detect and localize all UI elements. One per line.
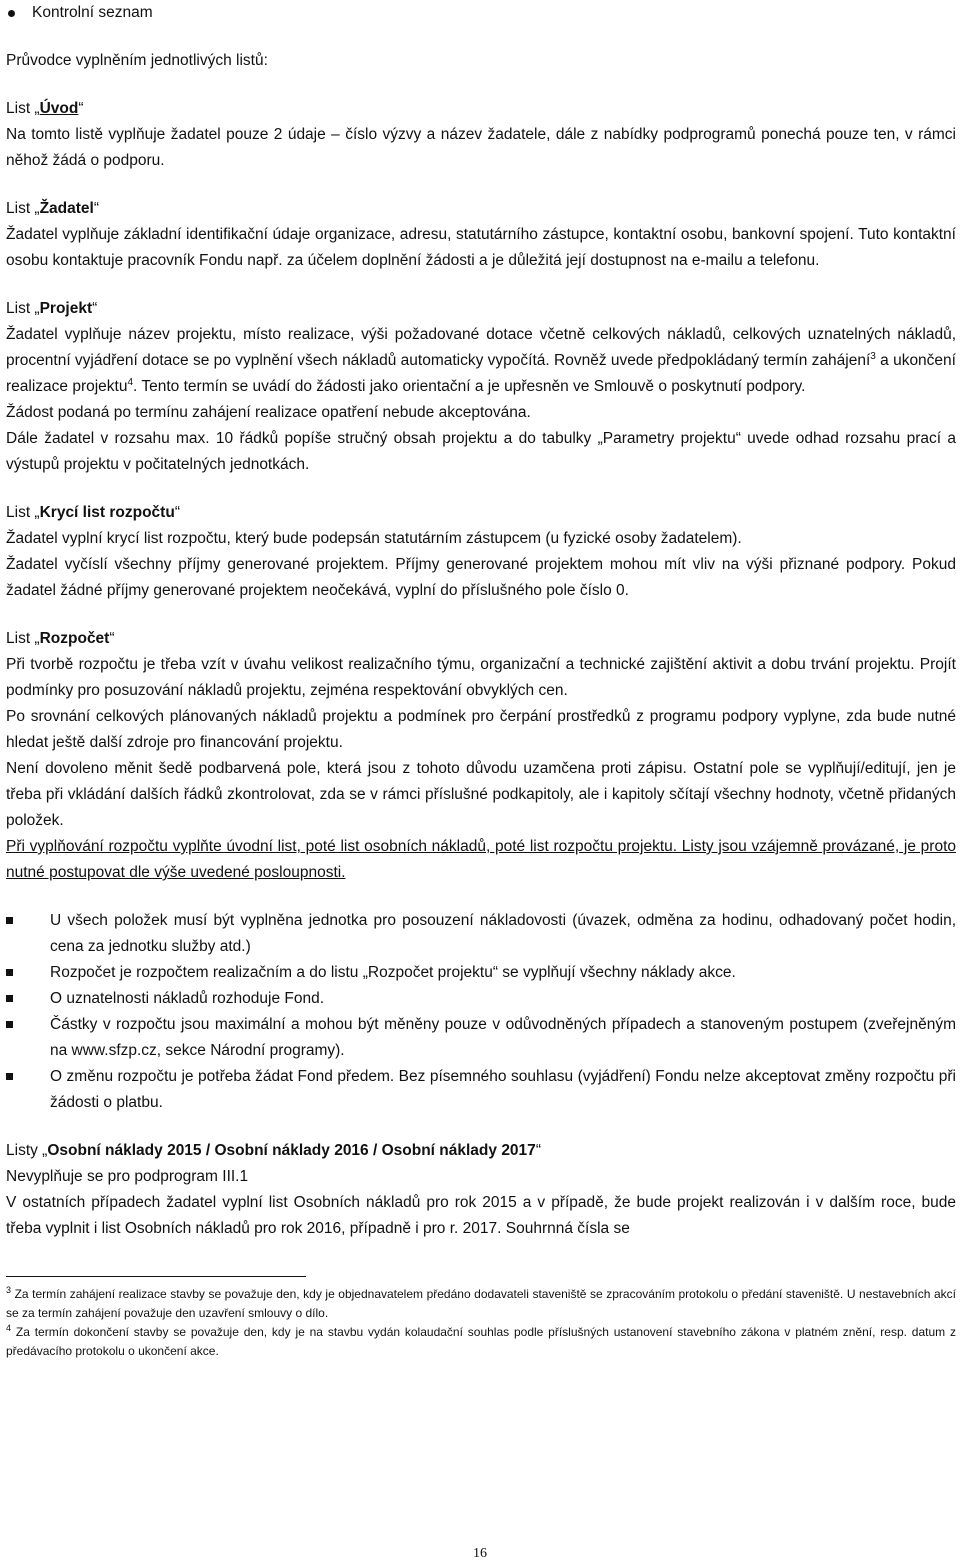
square-bullet-icon [6,995,13,1002]
square-bullet-icon [6,1073,13,1080]
projekt-text-2: Žádost podaná po termínu zahájení realizace opatření nebude akceptována. [6,404,531,421]
heading-rozpocet: List „Rozpočet“ [6,630,115,647]
uvod-text: Na tomto listě vyplňuje žadatel pouze 2 údaje – číslo výzvy a název žadatele, dále z nabídky podprogramů ponechá pouze ten, v rámci něhož žádá o podporu. [6,126,956,169]
list-item: U všech položek musí být vyplněna jednotka pro posouzení nákladovosti (úvazek, odměna za hodinu, odhadovaný počet hodin, cena za jednotku služby atd.) [6,908,956,960]
list-item: O uznatelnosti nákladů rozhoduje Fond. [6,986,956,1012]
osobni-text-1: Nevyplňuje se pro podprogram III.1 [6,1168,249,1185]
heading-projekt: List „Projekt“ [6,300,98,317]
list-item: Rozpočet je rozpočtem realizačním a do listu „Rozpočet projektu“ se vyplňují všechny náklady akce. [6,960,956,986]
projekt-text-3: Dále žadatel v rozsahu max. 10 řádků popíše stručný obsah projektu a do tabulky „Parametry projektu“ uvede odhad rozsahu prací a výstupů projektu v počitatelných jednotkách. [6,430,956,473]
osobni-text-2: V ostatních případech žadatel vyplní list Osobních nákladů pro rok 2015 a v případě, že bude projekt realizován i v dalším roce, bude třeba vyplnit i list Osobních nákladů pro rok 2016, případně i pro r. 2017. Souhrnná čísla se [6,1194,956,1237]
footnote-4: $^4$ Za termín dokončení stavby se považuje den, kdy je na stavbu vydán kolaudační souhlas podle příslušných ustanovení stavebního zákona v platném znění, resp. datum z předávacího protokolu o ukončení akce. [6,1323,957,1358]
square-bullet-icon [6,917,13,924]
heading-osobni-naklady: Listy „Osobní náklady 2015 / Osobní náklady 2016 / Osobní náklady 2017“ [6,1142,541,1159]
footnote-3: $^3$ Za termín zahájení realizace stavby se považuje den, kdy je objednavatelem předáno dodavateli staveniště se zpracováním protokolu o předání staveniště. U nestavebních akcí se za termín zahájení považuje den uzavření smlouvy o dílo. [6,1285,956,1320]
square-bullet-icon [6,1021,13,1028]
rozpocet-text-3: Není dovoleno měnit šedě podbarvená pole, která jsou z tohoto důvodu uzamčena proti zápisu. Ostatní pole se vyplňují/editují, jen je třeba při vkládání dalších řádků zkontrolovat, zda se v rámci příslušné podkapitoly, ale i kapitoly sčítají všechny hodnoty, včetně přidaných položek. [6,760,956,829]
list-item: Částky v rozpočtu jsou maximální a mohou být měněny pouze v odůvodněných případech a stanoveným postupem (zveřejněným na www.sfzp.cz, sekce Národní programy). [6,1012,956,1064]
footnote-ref-3: 3 [870,350,876,362]
rozpocet-text-1: Při tvorbě rozpočtu je třeba vzít v úvahu velikost realizačního týmu, organizační a technické zajištění aktivit a dobu trvání projektu. Projít podmínky pro posuzování nákladů projektu, zejména respektování obvyklých cen. [6,656,956,699]
kryci-text-2: Žadatel vyčíslí všechny příjmy generované projektem. Příjmy generované projektem mohou mít vliv na výši přiznané podpory. Pokud žadatel žádné příjmy generované projektem neočekává, vyplní do příslušného pole číslo 0. [6,556,956,599]
projekt-text-1: Žadatel vyplňuje název projektu, místo realizace, výši požadované dotace včetně celkových nákladů, celkových uznatelných nákladů, procentní vyjádření dotace se po vyplnění všech nákladů automaticky vypočítá. Rovněž uvede předpokládaný termín zahájení$^3$ a ukončení realizace projektu$^4$. Tento termín se uvádí do žádosti jako orientační a je upřesněn ve Smlouvě o poskytnutí podpory. [6,326,956,395]
rozpocet-bullet-list [6,908,956,1116]
document-page [6,0,956,1361]
rozpocet-text-2: Po srovnání celkových plánovaných nákladů projektu a podmínek pro čerpání prostředků z programu podpory vyplyne, zda bude nutné hledat ještě další zdroje pro financování projektu. [6,708,956,751]
page-number: 16 [473,1546,487,1561]
heading-kryci-list: List „Krycí list rozpočtu“ [6,504,180,521]
rozpocet-text-4: Při vyplňování rozpočtu vyplňte úvodní list, poté list osobních nákladů, poté list rozpočtu projektu. Listy jsou vzájemně provázané, je proto nutné postupovat dle výše uvedené posloupnosti. [6,838,956,881]
footnote-ref-4: 4 [127,376,134,388]
heading-uvod: List „Úvod“ [6,100,84,117]
guide-title: Průvodce vyplněním jednotlivých listů: [6,52,268,69]
square-bullet-icon [6,969,13,976]
list-item: O změnu rozpočtu je potřeba žádat Fond předem. Bez písemného souhlasu (vyjádření) Fondu nelze akceptovat změny rozpočtu při žádosti o platbu. [6,1064,956,1116]
zadatel-text: Žadatel vyplňuje základní identifikační údaje organizace, adresu, statutárního zástupce, kontaktní osobu, bankovní spojení. Tuto kontaktní osobu kontaktuje pracovník Fondu např. za účelem doplnění žádosti a je důležitá její dostupnost na e-mailu a telefonu. [6,226,956,269]
heading-zadatel: List „Žadatel“ [6,200,100,217]
bullet-dot-icon [8,10,15,17]
bullet-item-checklist: Kontrolní seznam [6,0,956,26]
kryci-text-1: Žadatel vyplní krycí list rozpočtu, který bude podepsán statutárním zástupcem (u fyzické osoby žadatelem). [6,530,742,547]
